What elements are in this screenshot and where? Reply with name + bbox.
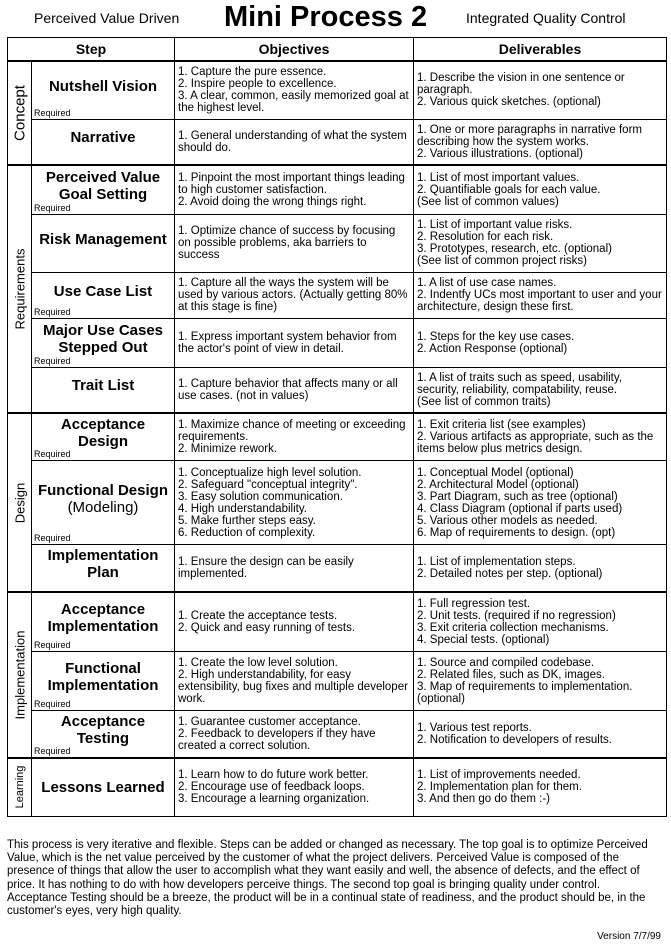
objectives-cell	[175, 272, 414, 318]
phase-label: Concept	[11, 85, 28, 141]
page-title: Mini Process 2	[224, 1, 428, 33]
objectives-text: 1. Pinpoint the most important things leading to high customer satisfaction. 2. Avoid doing the wrong things right.	[178, 171, 405, 208]
step-cell	[32, 318, 175, 367]
deliverables-text: 1. Source and compiled codebase. 2. Related files, such as DK, images. 3. Map of requirements to implementation. (optional)	[417, 656, 633, 705]
phase-design	[8, 413, 32, 592]
deliverables-text: 1. List of improvements needed. 2. Implementation plan for them. 3. And then go do them :-)	[417, 769, 582, 806]
column-header-deliverables: Deliverables	[414, 38, 667, 62]
objectives-text: 1. Express important system behavior from the actor's point of view in detail.	[178, 330, 397, 355]
deliverables-cell	[414, 272, 667, 318]
step-modifier: (Modeling)	[67, 498, 139, 516]
required-label: Required	[34, 449, 71, 459]
objectives-cell	[175, 545, 414, 593]
deliverables-text: 1. Full regression test. 2. Unit tests. (required if no regression) 3. Exit criteria collection mechanisms. 4. Special tests. (optional)	[417, 597, 616, 646]
deliverables-cell	[414, 367, 667, 413]
objectives-cell	[175, 119, 414, 165]
objectives-cell	[175, 367, 414, 413]
step-name: Acceptance Design	[60, 416, 146, 450]
column-header-step: Step	[8, 38, 175, 62]
step-cell	[32, 367, 175, 413]
deliverables-text: 1. Various test reports. 2. Notification to developers of results.	[417, 721, 612, 746]
step-cell	[32, 758, 175, 816]
objectives-text: 1. Capture the pure essence. 2. Inspire people to excellence. 3. A clear, common, easily memorized goal at the highest level.	[178, 66, 409, 115]
table-row	[8, 710, 667, 758]
deliverables-cell	[414, 214, 667, 272]
objectives-text: 1. Capture all the ways the system will be used by various actors. (Actually getting 80% at this stage is fine)	[178, 277, 408, 313]
deliverables-text: 1. List of implementation steps. 2. Detailed notes per step. (optional)	[417, 556, 603, 580]
phase-learning	[8, 758, 32, 816]
objectives-text: 1. Conceptualize high level solution. 2. Safeguard "conceptual integrity". 3. Easy solution communication. 4. High understandability. 5. Make further steps easy. 6. Reduction of complexity.	[178, 466, 362, 539]
step-name: Trait List	[71, 377, 135, 395]
objectives-text: 1. Capture behavior that affects many or all use cases. (not in values)	[178, 377, 398, 402]
objectives-text: 1. Optimize chance of success by focusing on possible problems, aka barriers to success	[178, 225, 396, 261]
deliverables-cell	[414, 758, 667, 816]
step-name: Major Use Cases Stepped Out	[42, 321, 164, 356]
step-cell	[32, 61, 175, 119]
deliverables-text: 1. Steps for the key use cases. 2. Action Response (optional)	[417, 330, 575, 355]
header-left-text: Perceived Value Driven	[34, 10, 180, 26]
table-header-row	[8, 38, 667, 62]
objectives-text: 1. Learn how to do future work better. 2. Encourage use of feedback loops. 3. Encourage a learning organization.	[178, 769, 370, 806]
step-name: Nutshell Vision	[48, 77, 158, 95]
step-name: Lessons Learned	[41, 778, 165, 796]
step-name: Use Case List	[53, 282, 153, 300]
step-name: Narrative	[70, 129, 136, 147]
deliverables-text: 1. A list of use case names. 2. Indentfy UCs most important to user and your architecture, design these first.	[417, 277, 662, 313]
objectives-cell	[175, 651, 414, 710]
required-label: Required	[34, 355, 71, 366]
table-row	[8, 318, 667, 367]
objectives-cell	[175, 318, 414, 367]
step-name: Risk Management	[39, 230, 167, 248]
table-row	[8, 272, 667, 318]
step-name: Functional Implementation	[47, 659, 159, 694]
table-row	[8, 119, 667, 165]
step-name	[32, 480, 174, 526]
header-right-text: Integrated Quality Control	[466, 10, 626, 26]
deliverables-text: 1. Conceptual Model (optional) 2. Architectural Model (optional) 3. Part Diagram, such as tree (optional) 4. Class Diagram (optional if parts used) 5. Various other models as needed. 6. Map of requirements to design. (opt)	[417, 466, 623, 539]
deliverables-text: 1. One or more paragraphs in narrative form describing how the system works. 2. Various illustrations. (optional)	[417, 123, 642, 160]
objectives-text: 1. Create the acceptance tests. 2. Quick and easy running of tests.	[178, 609, 356, 634]
footer-paragraph: This process is very iterative and flexible. Steps can be added or changed as necessary. The top goal is to optimize Perceived Value, which is the net value perceived by the customer of what the project delivers. Perceived Value is composed of the presence of things that allow the user to accomplish what they want easily and well, the absence of defects, and the effect of price. It has nothing to do with how developers perceive things. The second top goal is bringing quality under control. Acceptance Testing should be a breeze, the product will be in a continual state of readiness, and the product should be, in the customer's eyes, very high quality.	[7, 839, 648, 918]
phase-concept	[8, 61, 32, 165]
deliverables-text: 1. List of most important values. 2. Quantifiable goals for each value. (See list of common values)	[417, 171, 601, 208]
objectives-cell	[175, 413, 414, 461]
phase-requirements	[8, 165, 32, 413]
deliverables-text: 1. List of important value risks. 2. Resolution for each risk. 3. Prototypes, research, etc. (optional) (See list of common project risks)	[417, 219, 612, 267]
phase-label: Design	[12, 482, 27, 523]
table-row	[8, 592, 667, 651]
step-cell	[32, 119, 175, 165]
version-label: Version 7/7/99	[597, 931, 661, 942]
objectives-cell	[175, 592, 414, 651]
table-row	[8, 413, 667, 461]
objectives-cell	[175, 710, 414, 758]
table-row	[8, 651, 667, 710]
deliverables-cell	[414, 61, 667, 119]
phase-label: Implementation	[12, 630, 27, 720]
deliverables-text: 1. A list of traits such as speed, usability, security, reliability, compatability, reuse. (See list of common traits)	[417, 371, 622, 408]
step-name: Perceived Value Goal Setting	[45, 168, 161, 203]
required-label: Required	[34, 746, 71, 756]
phase-implementation	[8, 592, 32, 758]
step-cell	[32, 651, 175, 710]
deliverables-text: 1. Describe the vision in one sentence or paragraph. 2. Various quick sketches. (optional)	[417, 72, 625, 109]
deliverables-cell	[414, 318, 667, 367]
table-row	[8, 758, 667, 816]
table-row	[8, 214, 667, 272]
objectives-text: 1. Create the low level solution. 2. High understandability, for easy extensibility, bug fixes and multiple developer work.	[178, 656, 408, 705]
process-table	[7, 37, 667, 817]
step-cell	[32, 461, 175, 545]
objectives-cell	[175, 461, 414, 545]
deliverables-cell	[414, 710, 667, 758]
deliverables-text: 1. Exit criteria list (see examples) 2. Various artifacts as appropriate, such as the items below plus metrics design.	[417, 419, 654, 455]
page-header	[0, 0, 671, 38]
deliverables-cell	[414, 545, 667, 593]
table-row	[8, 461, 667, 545]
phase-label: Learning	[13, 765, 26, 809]
required-label: Required	[34, 639, 71, 650]
objectives-cell	[175, 758, 414, 816]
table-row	[8, 545, 667, 593]
deliverables-cell	[414, 592, 667, 651]
deliverables-cell	[414, 461, 667, 545]
required-label: Required	[34, 698, 71, 709]
objectives-text: 1. Guarantee customer acceptance. 2. Feedback to developers if they have created a correct solution.	[178, 715, 376, 752]
objectives-cell	[175, 165, 414, 214]
step-name: Acceptance Testing	[60, 712, 146, 747]
objectives-cell	[175, 61, 414, 119]
table-row	[8, 61, 667, 119]
step-cell	[32, 545, 175, 593]
objectives-cell	[175, 214, 414, 272]
step-cell	[32, 165, 175, 214]
deliverables-cell	[414, 119, 667, 165]
step-cell	[32, 214, 175, 272]
column-header-objectives: Objectives	[175, 38, 414, 62]
step-cell	[32, 710, 175, 758]
step-cell	[32, 413, 175, 461]
step-name: Acceptance Implementation	[47, 600, 159, 635]
phase-label: Requirements	[12, 248, 27, 330]
step-cell	[32, 272, 175, 318]
deliverables-cell	[414, 165, 667, 214]
step-cell	[32, 592, 175, 651]
step-name-text: Functional Design	[37, 481, 168, 499]
deliverables-cell	[414, 651, 667, 710]
objectives-text: 1. Maximize chance of meeting or exceeding requirements. 2. Minimize rework.	[178, 419, 406, 455]
required-label: Required	[34, 533, 71, 543]
required-label: Required	[34, 202, 71, 213]
table-row	[8, 367, 667, 413]
required-label: Required	[34, 107, 71, 118]
required-label: Required	[34, 306, 71, 317]
objectives-text: 1. General understanding of what the system should do.	[178, 129, 407, 154]
step-name: Implementation Plan	[47, 547, 159, 581]
deliverables-cell	[414, 413, 667, 461]
table-row	[8, 165, 667, 214]
objectives-text: 1. Ensure the design can be easily implemented.	[178, 556, 354, 580]
